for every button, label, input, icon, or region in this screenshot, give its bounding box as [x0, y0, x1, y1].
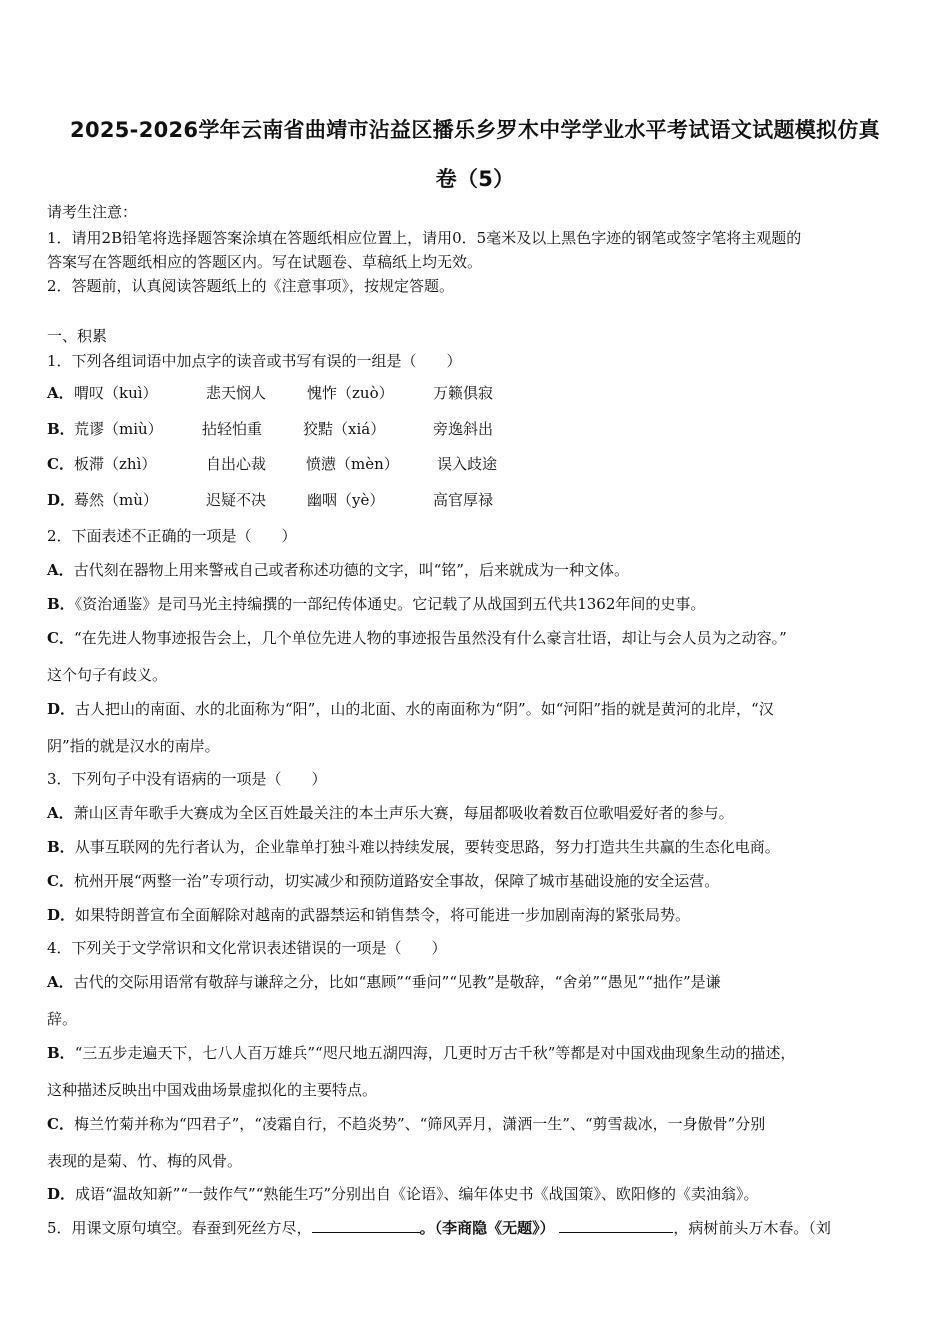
- q4-option-a-cont: 辞。: [47, 1010, 78, 1028]
- question-4-stem: 4．下列关于文学常识和文化常识表述错误的一项是（ ）: [47, 939, 447, 957]
- notice-item2: 2．答题前，认真阅读答题纸上的《注意事项》，按规定答题。: [47, 277, 455, 295]
- question-1-stem: 1．下列各组词语中加点字的读音或书写有误的一组是（ ）: [47, 352, 462, 370]
- option-label: A．: [47, 561, 74, 579]
- option-label: D．: [47, 1185, 76, 1203]
- option-text: 古代刻在器物上用来警戒自己或者称述功德的文字，叫“铭”，后来就成为一种文体。: [73, 561, 629, 579]
- question-2-stem: 2．下面表述不正确的一项是（ ）: [47, 527, 297, 545]
- q4-option-a: [47, 972, 909, 992]
- question-5-text-3: ，病树前头万木春。（刘: [673, 1219, 831, 1237]
- option-text: 杭州开展“两整一治”专项行动，切实减少和预防道路安全事故，保障了城市基础设施的安全运营。: [73, 872, 720, 890]
- option-cell: 愧怍（zuò）: [307, 384, 394, 402]
- option-cell: 误入歧途: [437, 455, 498, 473]
- option-cell: 悲天悯人: [206, 384, 267, 402]
- notice-item1-line2: 答案写在答题纸相应的答题区内。写在试题卷、草稿纸上均无效。: [47, 253, 483, 271]
- notice-item1-line1: 1．请用2B铅笔将选择题答案涂填在答题纸相应位置上，请用0．5毫米及以上黑色字迹的钢笔或签字笔将主观题的: [47, 229, 802, 247]
- section-heading: 一、积累: [47, 327, 108, 345]
- q2-option-d: [47, 699, 909, 719]
- q2-option-c-cont: 这个句子有歧义。: [47, 666, 168, 684]
- q4-option-c-cont: 表现的是菊、竹、梅的风骨。: [47, 1152, 243, 1170]
- option-cell: 迟疑不决: [206, 491, 267, 509]
- q4-option-d: [47, 1184, 909, 1204]
- option-text: “三五步走遍天下，七八人百万雄兵”“咫尺地五湖四海，几更时万古千秋”等都是对中国戏曲现象生动的描述，: [74, 1044, 796, 1062]
- option-cell: 旁逸斜出: [433, 420, 494, 438]
- option-cell: 自出心裁: [206, 455, 267, 473]
- q4-option-c: [47, 1114, 909, 1134]
- q2-option-c: [47, 628, 909, 648]
- option-label: D．: [47, 906, 76, 924]
- option-text: 古代的交际用语常有敬辞与谦辞之分，比如“惠顾”“垂问”“见教”是敬辞，“舍弟”“愚见”“拙作”是谦: [73, 973, 721, 991]
- q3-option-c: [47, 871, 909, 891]
- option-label: B．: [47, 595, 75, 613]
- option-text: 梅兰竹菊并称为“四君子”，“凌霜自行，不趋炎势”、“筛风弄月，潇洒一生”、“剪雪裁冰，一身傲骨”分别: [73, 1115, 766, 1133]
- option-cell: 荒谬（miù）: [74, 420, 163, 438]
- option-cell: 狡黠（xiá）: [303, 420, 386, 438]
- option-cell: 拈轻怕重: [202, 420, 263, 438]
- option-text: 从事互联网的先行者认为，企业靠单打独斗难以持续发展，要转变思路，努力打造共生共赢的生态化电商。: [74, 838, 780, 856]
- option-cell: 板滞（zhì）: [74, 455, 157, 473]
- q2-option-b: [47, 594, 909, 614]
- option-label: A．: [47, 804, 74, 822]
- option-label: C．: [47, 872, 74, 890]
- question-5-text-2: 。（李商隐《无题》）: [419, 1219, 555, 1237]
- exam-title-line2: 卷（5）: [435, 167, 515, 191]
- option-label: B．: [47, 1044, 75, 1062]
- option-text: “在先进人物事迹报告会上，几个单位先进人物的事迹报告虽然没有什么豪言壮语，却让与会人员为之动容。”: [73, 629, 787, 647]
- q4-option-b-cont: 这种描述反映出中国戏曲场景虚拟化的主要特点。: [47, 1081, 378, 1099]
- q4-option-b: [47, 1043, 909, 1063]
- option-cell: 喟叹（kuì）: [74, 384, 158, 402]
- q3-option-b: [47, 837, 909, 857]
- exam-title-line1: 2025-2026学年云南省曲靖市沾益区播乐乡罗木中学学业水平考试语文试题模拟仿真: [70, 118, 880, 142]
- option-label: C．: [47, 629, 74, 647]
- option-label: D．: [47, 491, 76, 509]
- notice-heading: 请考生注意：: [47, 203, 138, 221]
- option-cell: 幽咽（yè）: [307, 491, 385, 509]
- option-cell: 高官厚禄: [433, 491, 494, 509]
- q2-option-a: [47, 560, 909, 580]
- option-cell: 万籁俱寂: [433, 384, 494, 402]
- option-label: A．: [47, 973, 74, 991]
- option-text: 成语“温故知新”“一鼓作气”“熟能生巧”分别出自《论语》、编年体史书《战国策》、欧阳修的《卖油翁》。: [75, 1185, 759, 1203]
- question-5: [47, 1218, 909, 1238]
- option-text: 萧山区青年歌手大赛成为全区百姓最关注的本土声乐大赛，每届都吸收着数百位歌唱爱好者的参与。: [73, 804, 734, 822]
- option-cell: 蓦然（mù）: [74, 491, 158, 509]
- q3-option-a: [47, 803, 909, 823]
- option-label: D．: [47, 700, 76, 718]
- option-text: 《资治通鉴》是司马光主持编撰的一部纪传体通史。它记载了从战国到五代共1362年间的史事。: [74, 595, 706, 613]
- option-label: B．: [47, 420, 75, 438]
- option-text: 如果特朗普宣布全面解除对越南的武器禁运和销售禁令，将可能进一步加剧南海的紧张局势。: [75, 906, 691, 924]
- q2-option-d-cont: 阴”指的就是汉水的南岸。: [47, 737, 220, 755]
- q3-option-d: [47, 905, 909, 925]
- question-3-stem: 3．下列句子中没有语病的一项是（ ）: [47, 770, 327, 788]
- question-5-text-1: 用课文原句填空。春蚕到死丝方尽，: [71, 1219, 312, 1237]
- option-label: A．: [47, 384, 74, 402]
- option-text: 古人把山的南面、水的北面称为“阳”，山的北面、水的南面称为“阴”。如“河阳”指的就是黄河的北岸，“汉: [75, 700, 774, 718]
- option-label: C．: [47, 1115, 74, 1133]
- question-number: 5．: [47, 1219, 72, 1237]
- fill-blank-1: [312, 1218, 420, 1233]
- option-label: C．: [47, 455, 74, 473]
- fill-blank-2: [559, 1218, 673, 1233]
- option-cell: 愤懑（mèn）: [306, 455, 399, 473]
- option-label: B．: [47, 838, 75, 856]
